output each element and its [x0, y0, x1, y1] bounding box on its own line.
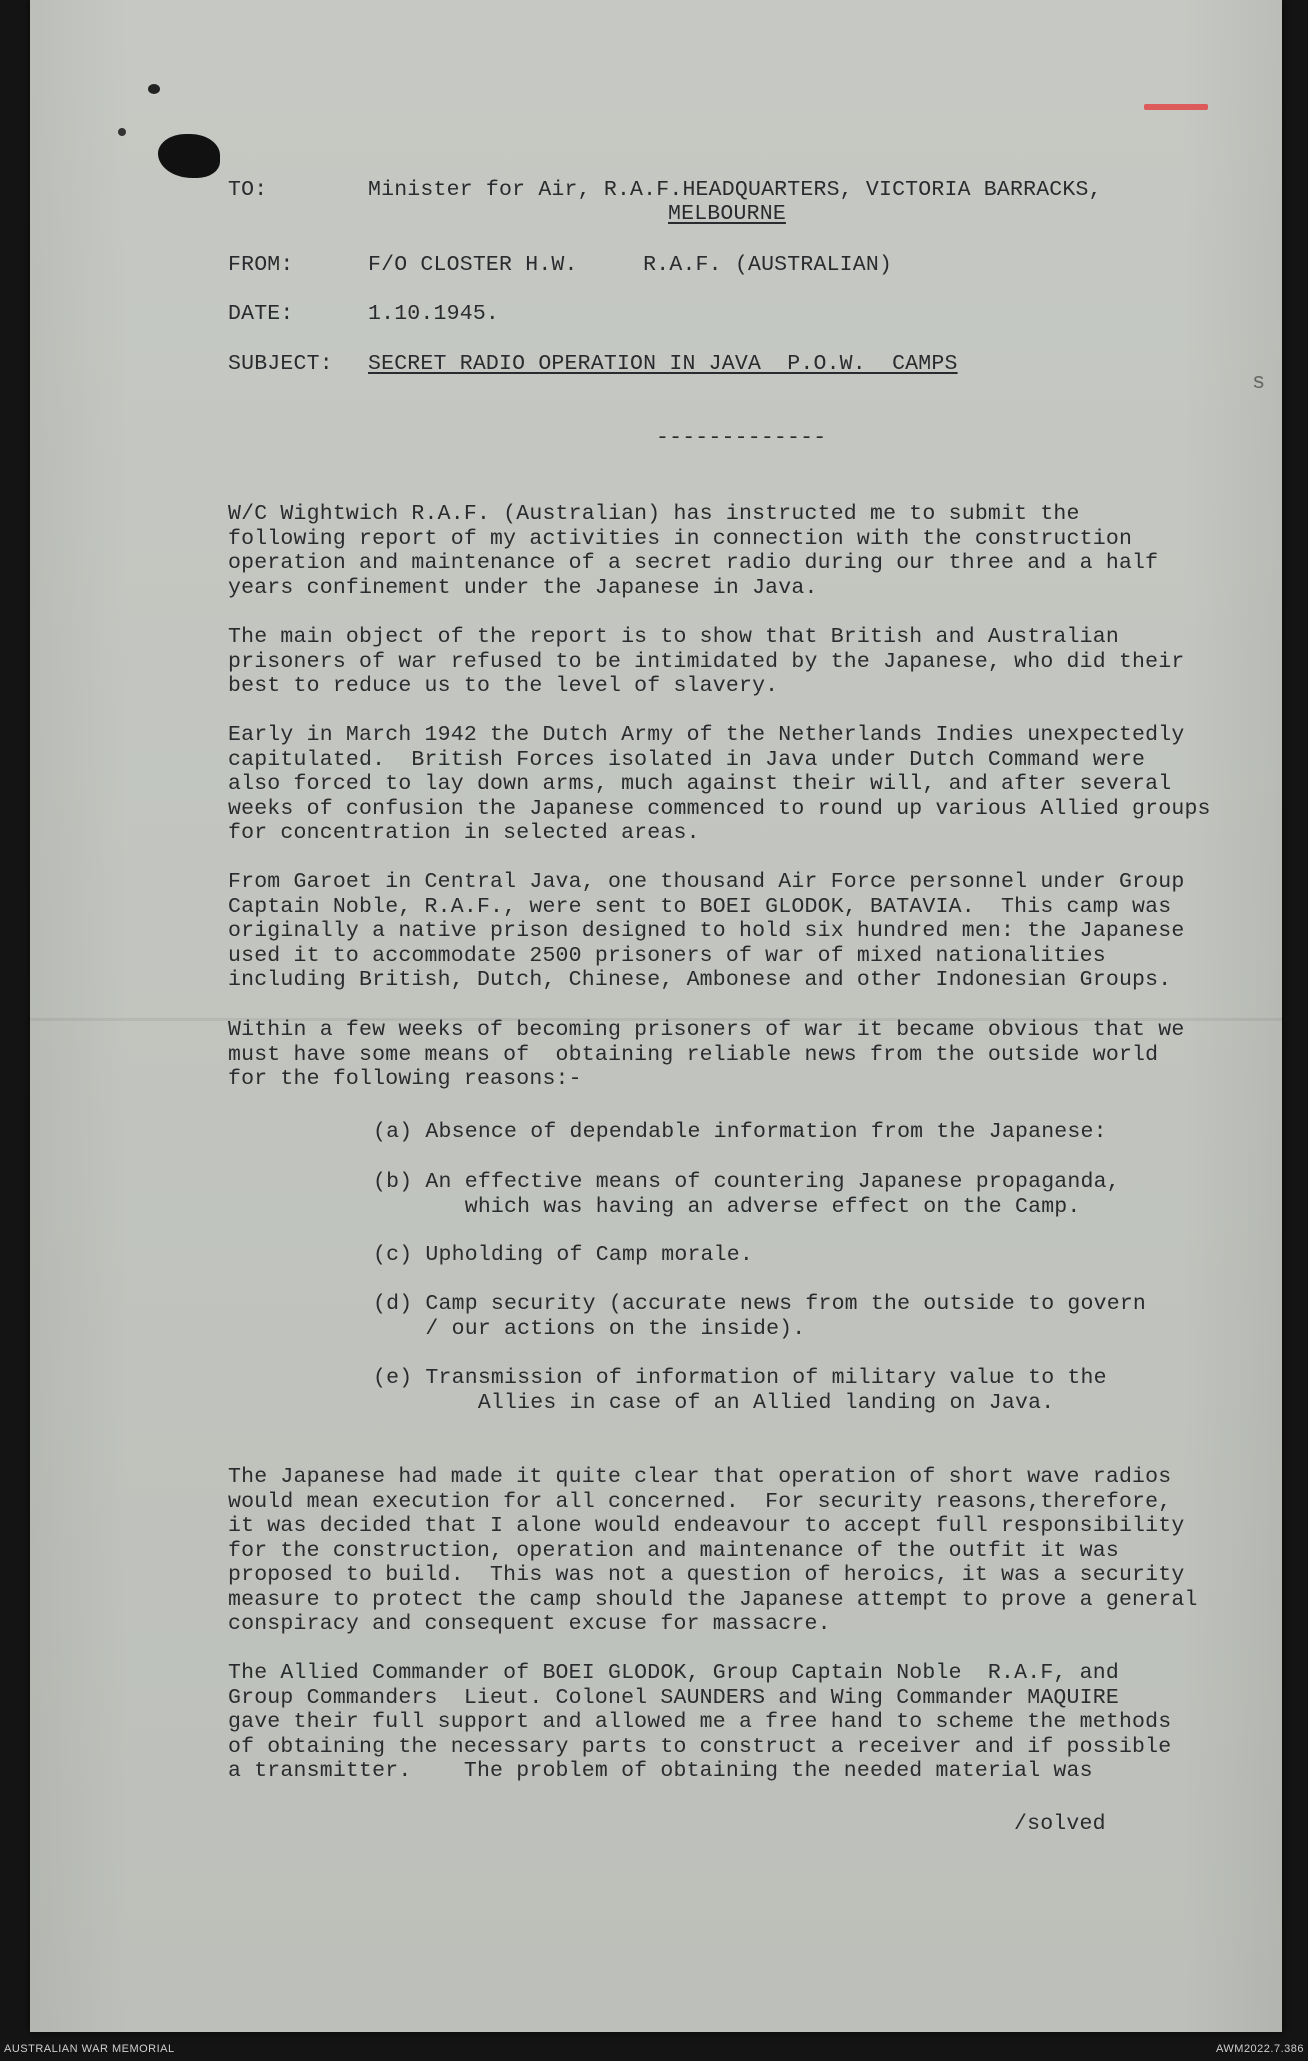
paragraph-2: The main object of the report is to show that British and Australian prisoners of war refused to be intimidated by the Japanese, who did their best to reduce us to the level of slavery. [228, 625, 1185, 698]
reason-item-b: (b) An effective means of countering Japanese propaganda, which was having an adverse effect on the Camp. [373, 1170, 1120, 1219]
footer-institution: AUSTRALIAN WAR MEMORIAL [4, 2043, 175, 2055]
paragraph-1: W/C Wightwich R.A.F. (Australian) has instructed me to submit the following report of my activities in connection with the construction operation and maintenance of a secret radio during our three and a half years confinement under the Japanese in Java. [228, 502, 1159, 600]
paragraph-3: Early in March 1942 the Dutch Army of the Netherlands Indies unexpectedly capitulated. British Forces isolated in Java under Dutch Command were also forced to lay down arms, much against their will, and after several weeks of confusion the Japanese commenced to round up various Allied groups for concentration in selected areas. [228, 723, 1211, 845]
reason-item-e: (e) Transmission of information of military value to the Allies in case of an Allied landing on Java. [373, 1366, 1107, 1415]
to-city: MELBOURNE [668, 202, 786, 226]
margin-mark: s [1252, 370, 1266, 395]
footer-accession-number: AWM2022.7.386 [1215, 2043, 1304, 2055]
to-label: TO: [228, 178, 268, 202]
to-value: Minister for Air, R.A.F.HEADQUARTERS, VICTORIA BARRACKS, [368, 178, 1102, 202]
paragraph-5: Within a few weeks of becoming prisoners of war it became obvious that we must have some means of obtaining reliable news from the outside world for the following reasons:- [228, 1018, 1185, 1091]
subject-value: SECRET RADIO OPERATION IN JAVA P.O.W. CAMPS [368, 352, 958, 376]
date-label: DATE: [228, 302, 294, 326]
reason-item-a: (a) Absence of dependable information from the Japanese: [373, 1120, 1107, 1144]
from-label: FROM: [228, 253, 294, 277]
reason-item-c: (c) Upholding of Camp morale. [373, 1243, 753, 1267]
paragraph-4: From Garoet in Central Java, one thousand Air Force personnel under Group Captain Noble, R.A.F., were sent to BOEI GLODOK, BATAVIA. This camp was originally a native prison designed to hold six hundred men: the Japanese used it to accommodate 2500 prisoners of war of mixed nationalities including British, Dutch, Chinese, Ambonese and other Indonesian Groups. [228, 870, 1185, 992]
from-value: F/O CLOSTER H.W. R.A.F. (AUSTRALIAN) [368, 253, 893, 277]
separator-line: ------------- [656, 426, 827, 450]
paper-hole-small [148, 84, 160, 94]
red-marker-stroke [1144, 104, 1208, 110]
paper-hole-small [118, 128, 126, 136]
reason-item-d: (d) Camp security (accurate news from the outside to govern / our actions on the inside). [373, 1292, 1147, 1341]
paragraph-6: The Japanese had made it quite clear that operation of short wave radios would mean execution for all concerned. For security reasons,therefore, it was decided that I alone would endeavour to accept full responsibility for the construction, operation and maintenance of the outfit it was proposed to build. This was not a question of heroics, it was a security measure to protect the camp should the Japanese attempt to prove a general conspiracy and consequent excuse for massacre. [228, 1465, 1198, 1636]
date-value: 1.10.1945. [368, 302, 500, 326]
paragraph-7: The Allied Commander of BOEI GLODOK, Group Captain Noble R.A.F, and Group Commanders Lieut. Colonel SAUNDERS and Wing Commander MAQUIRE gave their full support and allowed me a free hand to scheme the methods of obtaining the necessary parts to construct a receiver and if possible a transmitter. The problem of obtaining the needed material was [228, 1661, 1172, 1783]
subject-label: SUBJECT: [228, 352, 333, 376]
continuation-word: /solved [1014, 1812, 1106, 1836]
paper-hole [158, 134, 220, 178]
